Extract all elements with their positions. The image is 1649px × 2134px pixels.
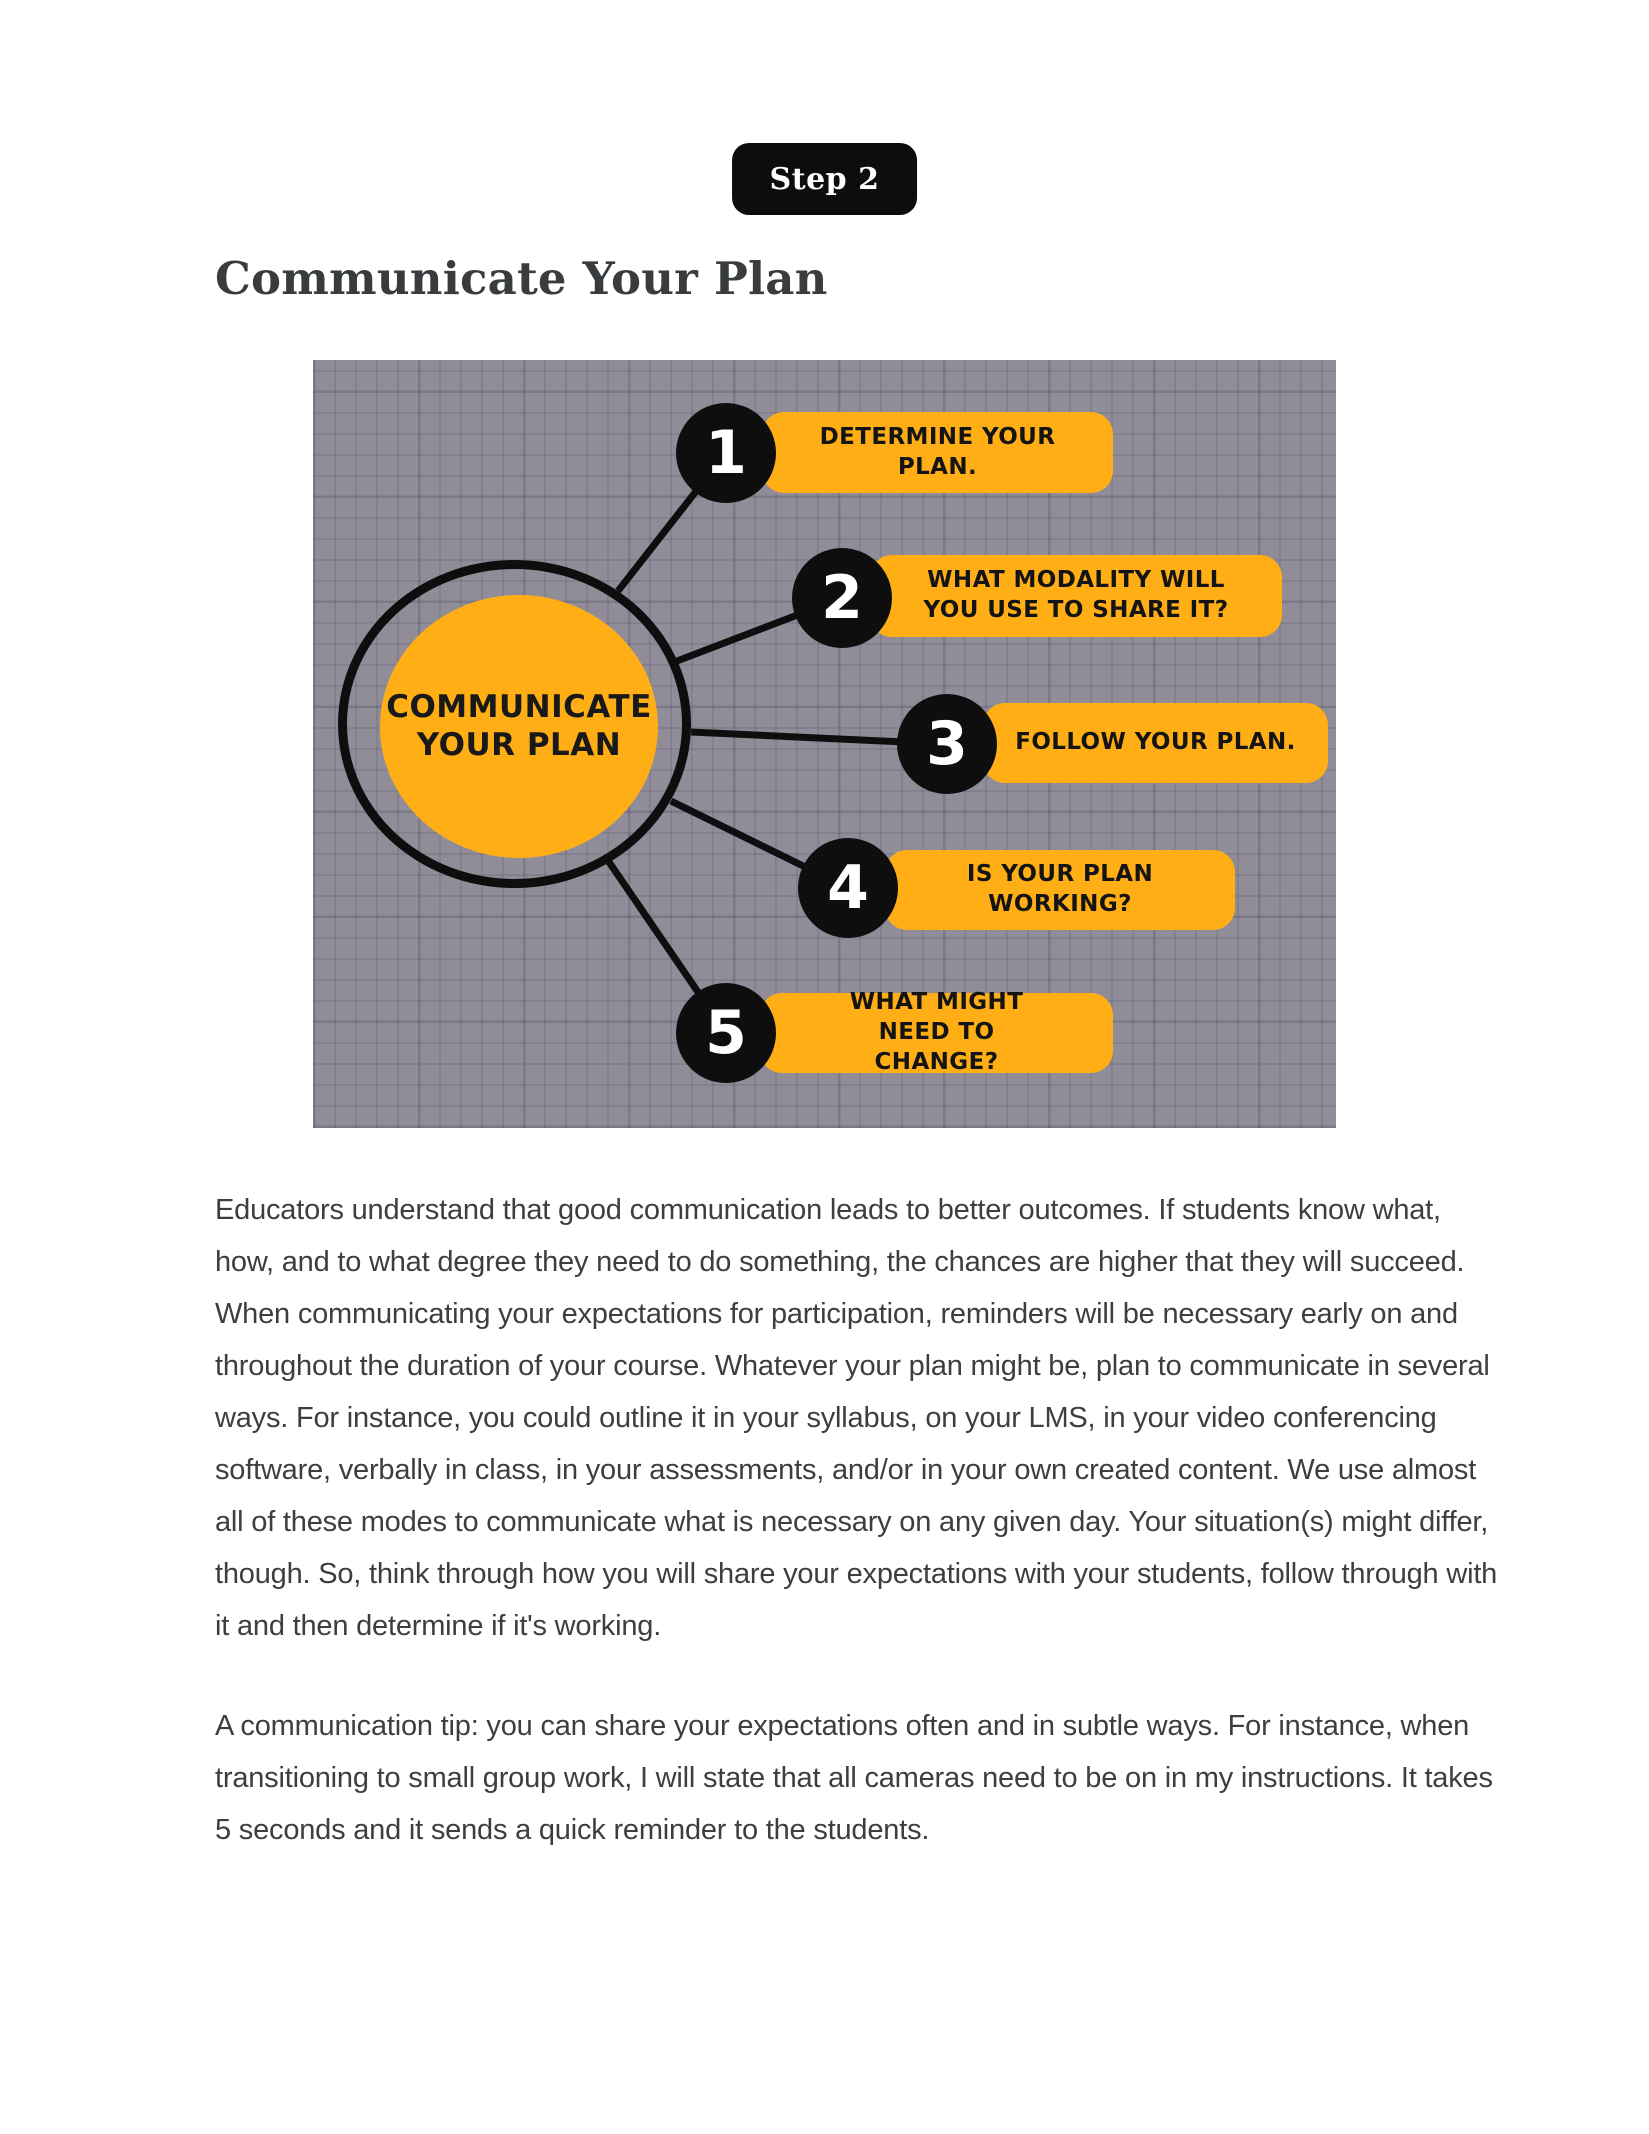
step-badge-label: Step 2 [769, 161, 880, 197]
number-circle-3 [897, 694, 997, 794]
node-label-2-text: WHAT MODALITY WILL YOU USE TO SHARE IT? [923, 567, 1229, 623]
node-label-3 [983, 703, 1328, 783]
paragraph-1: Educators understand that good communication leads to better outcomes. If students know what, how, and to what degree they need to do something, the chances are higher that they will succeed. When communicating your expectations for participation, reminders will be necessary early on and throughout the duration of your course. Whatever your plan might be, plan to communicate in several ways. For instance, you could outline it in your syllabus, on your LMS, in your video conferencing software, verbally in class, in your assessments, and/or in your own created content. We use almost all of these modes to communicate what is necessary on any given day. Your situation(s) might differ, though. So, think through how you will share your expectations with your students, follow through with it and then determine if it's working. [215, 1194, 1498, 1642]
number-4: 4 [827, 853, 869, 923]
node-label-4-text: IS YOUR PLAN WORKING? [966, 861, 1154, 917]
page-title: Communicate Your Plan [215, 252, 828, 305]
node-label-5 [760, 989, 1113, 1075]
number-circle-2 [792, 548, 892, 648]
communicate-plan-diagram [313, 360, 1336, 1128]
hub-label: COMMUNICATE YOUR PLAN [386, 689, 652, 763]
node-label-4 [885, 850, 1235, 930]
number-circle-1 [676, 403, 776, 503]
step-badge [732, 143, 918, 215]
number-3: 3 [926, 709, 968, 779]
node-label-3-text: FOLLOW YOUR PLAN. [1015, 729, 1296, 756]
number-2: 2 [821, 563, 863, 633]
hub-circle [380, 595, 658, 858]
number-1: 1 [705, 418, 747, 488]
node-label-1 [762, 412, 1113, 493]
number-circle-4 [798, 838, 898, 938]
node-label-2 [870, 555, 1282, 637]
node-label-5-text: WHAT MIGHT NEED TO CHANGE? [849, 989, 1024, 1075]
number-5: 5 [705, 998, 747, 1068]
paragraph-2: A communication tip: you can share your expectations often and in subtle ways. For instance, when transitioning to small group work, I will state that all cameras need to be on in my instructions. It takes 5 seconds and it sends a quick reminder to the students. [215, 1710, 1493, 1846]
body-text [215, 1184, 1507, 1904]
node-label-1-text: DETERMINE YOUR PLAN. [819, 423, 1056, 480]
number-circle-5 [676, 983, 776, 1083]
